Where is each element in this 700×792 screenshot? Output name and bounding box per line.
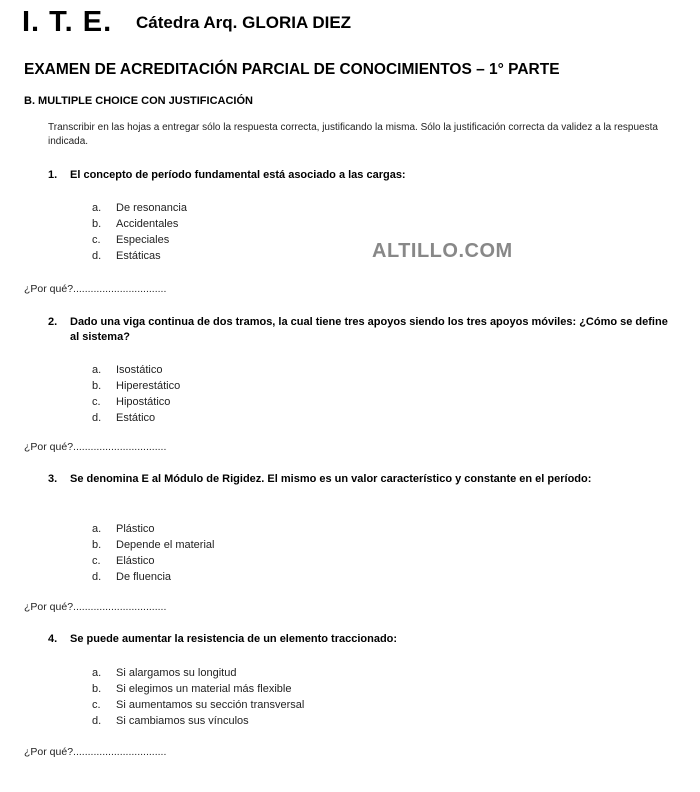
option-letter: b. — [92, 539, 102, 551]
options-list — [92, 521, 214, 585]
option-letter: c. — [92, 234, 101, 246]
option-item — [92, 394, 180, 410]
options-list — [92, 200, 187, 264]
question-4 — [48, 632, 678, 647]
option-text: Plástico — [116, 523, 155, 535]
institution-logo: I. T. E. — [22, 6, 113, 38]
option-letter: d. — [92, 250, 102, 262]
option-letter: a. — [92, 667, 102, 679]
option-text: Si elegimos un material más flexible — [116, 683, 292, 695]
question-2 — [48, 315, 678, 344]
option-item — [92, 378, 180, 394]
justification-line: ¿Por qué?................................ — [24, 441, 167, 453]
option-letter: d. — [92, 715, 102, 727]
options-list — [92, 362, 180, 426]
option-text: De resonancia — [116, 202, 187, 214]
option-text: Estáticas — [116, 250, 161, 262]
option-item — [92, 410, 180, 426]
option-item — [92, 200, 187, 216]
option-item — [92, 362, 180, 378]
option-item — [92, 697, 304, 713]
option-item — [92, 521, 214, 537]
option-text: Si aumentamos su sección transversal — [116, 699, 305, 711]
chair-name: Cátedra Arq. GLORIA DIEZ — [136, 13, 352, 32]
option-text: Si cambiamos sus vínculos — [116, 715, 249, 727]
option-text: Elástico — [116, 555, 155, 567]
option-letter: b. — [92, 380, 102, 392]
question-1 — [48, 168, 678, 183]
option-item — [92, 713, 304, 729]
option-text: Depende el material — [116, 539, 215, 551]
justification-line: ¿Por qué?................................ — [24, 746, 167, 758]
option-letter: b. — [92, 218, 102, 230]
option-text: Hiperestático — [116, 380, 181, 392]
option-item — [92, 553, 214, 569]
question-number: 3. — [48, 473, 58, 485]
option-item — [92, 232, 187, 248]
option-item — [92, 665, 304, 681]
question-text: Se puede aumentar la resistencia de un elemento traccionado: — [70, 633, 398, 645]
option-letter: b. — [92, 683, 102, 695]
question-text: Dado una viga continua de dos tramos, la cual tiene tres apoyos siendo los tres apoyos móviles: ¿Cómo se define al sistema? — [70, 316, 668, 343]
option-letter: c. — [92, 396, 101, 408]
options-list — [92, 665, 304, 729]
question-number: 1. — [48, 169, 58, 181]
justification-line: ¿Por qué?................................ — [24, 283, 167, 295]
option-text: Estático — [116, 412, 156, 424]
question-number: 4. — [48, 633, 58, 645]
option-text: Especiales — [116, 234, 170, 246]
option-item — [92, 681, 304, 697]
option-text: Hipostático — [116, 396, 171, 408]
watermark: ALTILLO.COM — [372, 240, 513, 262]
section-heading: B. MULTIPLE CHOICE CON JUSTIFICACIÓN — [24, 95, 253, 107]
option-item — [92, 537, 214, 553]
question-3 — [48, 472, 678, 487]
option-item — [92, 569, 214, 585]
option-item — [92, 248, 187, 264]
option-letter: c. — [92, 699, 101, 711]
option-text: Si alargamos su longitud — [116, 667, 237, 679]
option-text: Accidentales — [116, 218, 179, 230]
option-item — [92, 216, 187, 232]
question-number: 2. — [48, 316, 58, 328]
instructions: Transcribir en las hojas a entregar sólo la respuesta correcta, justificando la misma. Sólo la justificación correcta da validez a la respuesta indicada. — [48, 122, 658, 147]
option-letter: c. — [92, 555, 101, 567]
question-text: El concepto de período fundamental está asociado a las cargas: — [70, 169, 406, 181]
exam-title: EXAMEN DE ACREDITACIÓN PARCIAL DE CONOCIMIENTOS – 1° PARTE — [24, 61, 560, 78]
option-letter: d. — [92, 571, 102, 583]
justification-line: ¿Por qué?................................ — [24, 601, 167, 613]
option-text: De fluencia — [116, 571, 172, 583]
question-text: Se denomina E al Módulo de Rigidez. El mismo es un valor característico y constante en el período: — [70, 473, 592, 485]
option-text: Isostático — [116, 364, 163, 376]
option-letter: a. — [92, 364, 102, 376]
option-letter: d. — [92, 412, 102, 424]
option-letter: a. — [92, 523, 102, 535]
option-letter: a. — [92, 202, 102, 214]
